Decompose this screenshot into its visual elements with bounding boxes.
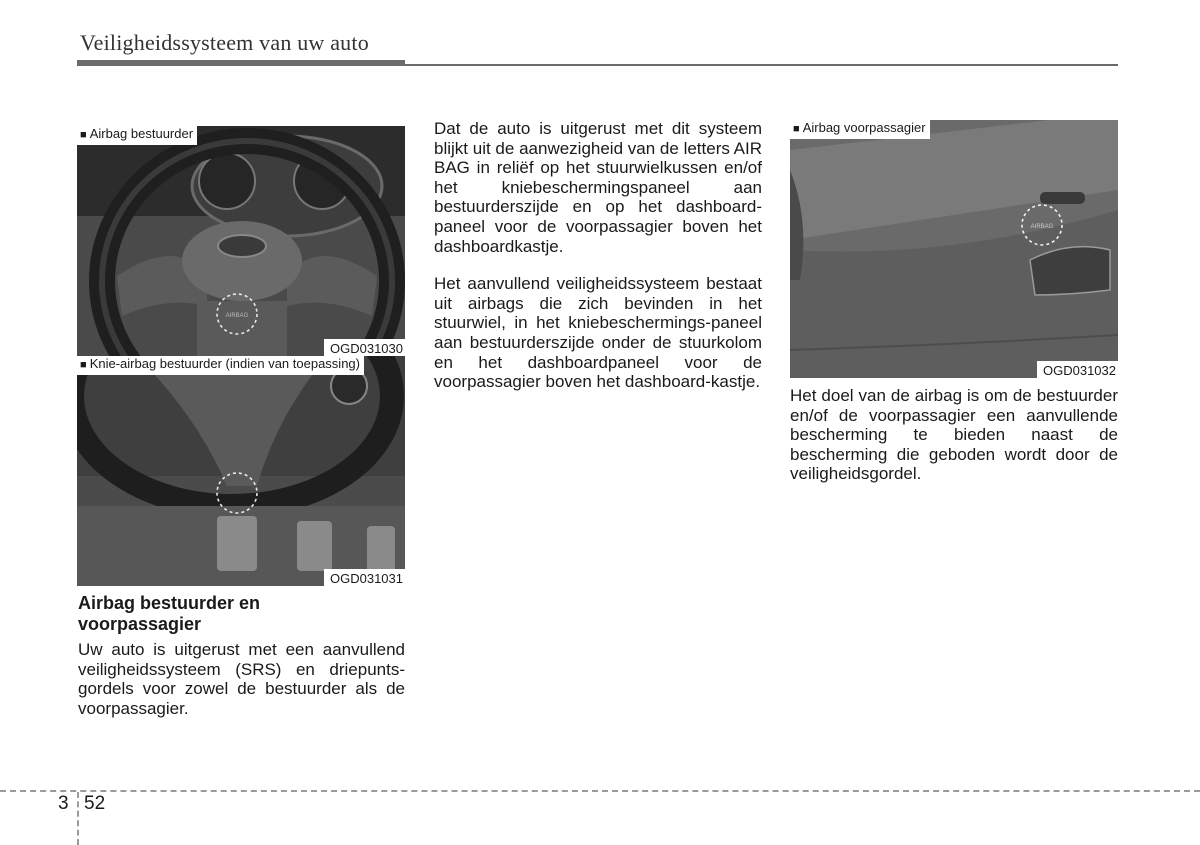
middle-paragraph-1: Dat de auto is uitgerust met dit systeem blijkt uit de aanwezigheid van de letters AIR BAG in reliëf op het stuurwielkussen en/of het kniebeschermingspaneel aan bestuurderszijde en op het dashboard-paneel voor de voorpassagier boven het dashboardkastje. [434,119,762,256]
left-paragraph: Uw auto is uitgerust met een aanvullend veiligheidssysteem (SRS) en driepunts-gordels voor zowel de bestuurder als de voorpassagier. [78,640,405,718]
header-rule-thick [77,60,405,66]
steering-wheel-airbag-image [77,126,405,356]
heading-line-2: voorpassagier [78,614,202,634]
footer-dotted-rule [0,790,1200,792]
passenger-airbag-image [790,120,1118,378]
middle-paragraph-2: Het aanvullend veiligheidssysteem bestaat uit airbags die zich bevinden in het stuurwiel, in het kniebeschermings-paneel aan bestuurderszijde onder de stuurkolom en het dashboardpaneel voor de voorpassagier boven het dashboard-kastje. [434,274,762,392]
svg-text:AIRBAG: AIRBAG [1030,224,1054,230]
figure-caption: ■ Airbag bestuurder [77,126,197,145]
chapter-number: 3 [58,793,69,814]
section-heading [78,593,408,635]
footer-dotted-divider [77,792,79,845]
figure-code: OGD031032 [1037,361,1118,378]
figure-caption: ■ Airbag voorpassagier [790,120,930,139]
figure-caption: ■ Knie-airbag bestuurder (indien van toepassing) [77,356,364,375]
figure-knee-airbag [77,356,405,586]
right-paragraph: Het doel van de airbag is om de bestuurder en/of de voorpassagier een aanvullende bescherming te bieden naast de bescherming die geboden wordt door de veiligheidsgordel. [790,386,1118,484]
header-rule-thin [405,64,1118,66]
page-header-title: Veiligheidssysteem van uw auto [80,30,369,55]
page-number: 52 [84,793,106,814]
figure-code: OGD031030 [324,339,405,356]
svg-text:AIRBAG: AIRBAG [225,313,249,319]
knee-airbag-image [77,356,405,586]
figure-driver-airbag [77,126,405,356]
heading-line-1: Airbag bestuurder en [78,593,261,613]
figure-code: OGD031031 [324,569,405,586]
middle-column [434,119,762,410]
figure-passenger-airbag [790,120,1118,378]
